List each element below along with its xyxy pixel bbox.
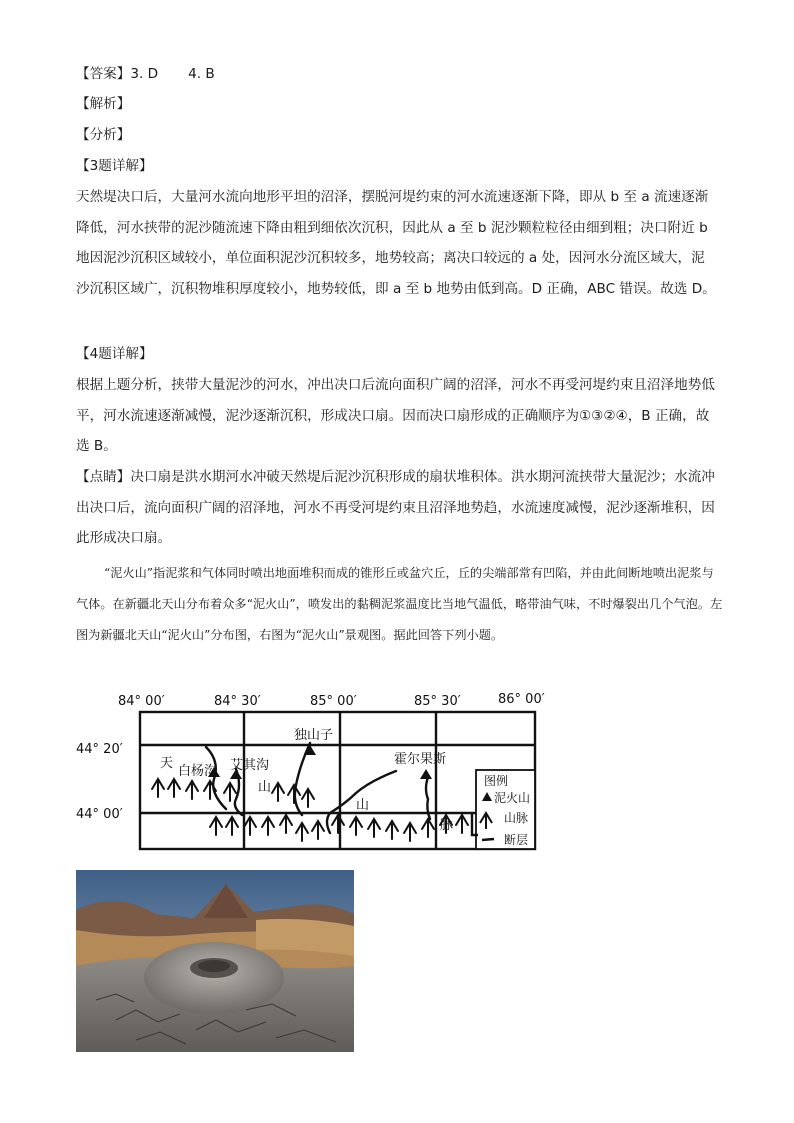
lon-label-84-30: 84° 30′ xyxy=(214,694,261,709)
place-dushanzi: 独山子 xyxy=(294,728,334,743)
place-shan-1: 山 xyxy=(258,780,272,795)
q3-detail-heading: 【3题详解】 xyxy=(76,158,153,174)
mountain-symbol-row-north xyxy=(152,779,314,807)
legend-fault: 断层 xyxy=(504,833,529,847)
lat-label-44-20: 44° 20′ xyxy=(76,742,123,757)
mud-volcano-distribution-map xyxy=(74,685,574,855)
dianjing-label: 【点睛】 xyxy=(76,469,131,485)
answer-q4: 4. B xyxy=(188,66,215,82)
legend-mountain: 山脉 xyxy=(504,811,529,825)
place-aiqigou: 艾其沟 xyxy=(230,758,270,773)
lon-label-84-00: 84° 00′ xyxy=(118,694,165,709)
lon-label-85-30: 85° 30′ xyxy=(414,694,461,709)
legend-title: 图例 xyxy=(484,774,509,788)
answer-prefix: 【答案】 xyxy=(76,66,131,82)
q3-explanation: 天然堤决口后，大量河水流向地形平坦的沼泽，摆脱河堤约束的河水流速逐渐下降，即从 b 至 a 流速逐渐降低，河水挟带的泥沙随流速下降由粗到细依次沉积，因此从 a 至 b 泥沙颗粒粒径由细到粗；决口附近 b 地因泥沙沉积区域较小，单位面积泥沙沉积较多，地势较高；离决口较远的 a 处，因河水分流区域大，泥沙沉积区域广，沉积物堆积厚度较小，地势较低，即 a 至 b 地势由低到高。D 正确，ABC 错误。故选 D。 xyxy=(76,189,716,297)
lon-label-85-00: 85° 00′ xyxy=(310,694,357,709)
answer-q3: 3. D xyxy=(130,66,159,82)
dianjing-block xyxy=(76,462,716,554)
answer-line xyxy=(76,64,215,84)
q4-explanation: 根据上题分析，挟带大量泥沙的河水，冲出决口后流向面积广阔的沼泽，河水不再受河堤约束且沼泽地势低平，河水流速逐渐减慢，泥沙逐渐沉积，形成决口扇。因而决口扇形成的正确顺序为①③②④，B 正确，故选 B。 xyxy=(76,377,715,455)
place-baiyanggou: 白杨沟 xyxy=(178,764,218,779)
fault-line-icon xyxy=(482,839,494,840)
mud-volcano-intro: “泥火山”指泥浆和气体同时喷出地面堆积而成的锥形丘或盆穴丘，丘的尖端部常有凹陷，并由此间断地喷出泥浆与气体。在新疆北天山分布着众多“泥火山”，喷发出的黏稠泥浆温度比当地气温低，略带油气味，不时爆裂出几个气泡。左图为新疆北天山“泥火山”分布图，右图为“泥火山”景观图。据此回答下列小题。 xyxy=(76,566,723,642)
fenxi-heading: 【分析】 xyxy=(76,127,131,143)
legend-mud-volcano: 泥火山 xyxy=(494,791,531,805)
lon-label-86-00: 86° 00′ xyxy=(498,692,545,707)
place-mai: 脉 xyxy=(440,818,454,833)
dianjing-text: 决口扇是洪水期河水冲破天然堤后泥沙沉积形成的扇状堆积体。洪水期河流挟带大量泥沙；水流冲出决口后，流向面积广阔的沼泽地，河水不再受河堤约束且沼泽地势趋，水流速度减慢，泥沙逐渐堆积，因此形成决口扇。 xyxy=(76,469,715,547)
place-shan-2: 山 xyxy=(356,798,370,813)
mud-volcano-marker xyxy=(420,769,432,779)
place-khorgos: 霍尔果斯 xyxy=(394,752,447,767)
mud-volcano-photo xyxy=(76,870,354,1052)
q4-detail-heading: 【4题详解】 xyxy=(76,346,153,362)
place-tian: 天 xyxy=(160,756,174,771)
lat-label-44-00: 44° 00′ xyxy=(76,807,123,822)
analysis-heading: 【解析】 xyxy=(76,96,131,112)
